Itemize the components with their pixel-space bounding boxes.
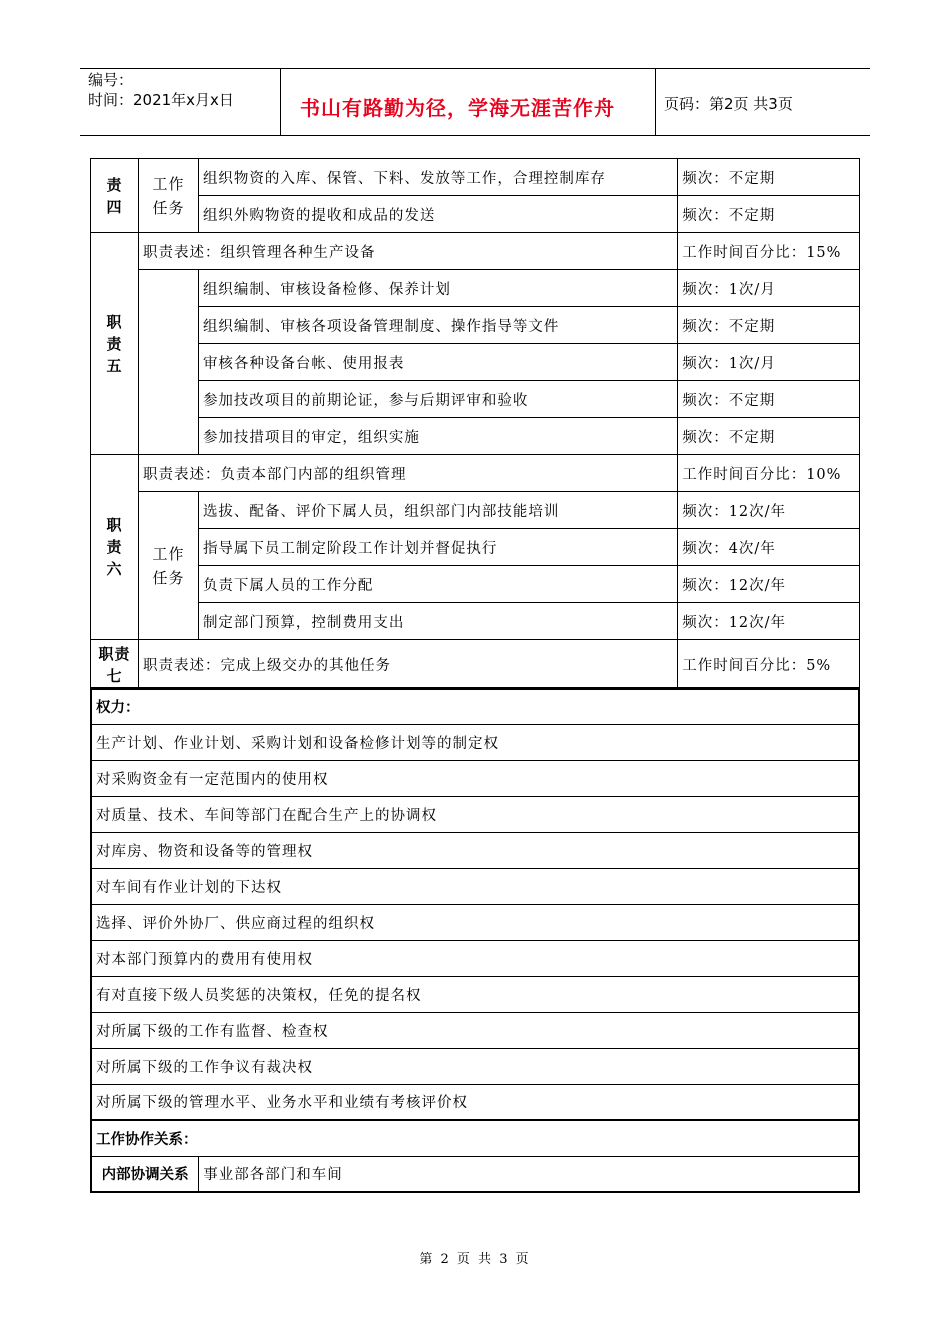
duty7-label: 职责七: [91, 640, 139, 690]
duty4-label: 责四: [91, 159, 139, 233]
duty4-task: 组织物资的入库、保管、下料、发放等工作，合理控制库存: [198, 159, 677, 196]
duty4-row: [91, 196, 860, 233]
internal-coordination-value: 事业部各部门和车间: [199, 1156, 859, 1192]
duty5-task-frequency: 频次：不定期: [678, 418, 860, 455]
duty5-sub-label: [138, 270, 198, 455]
duty6-task: 制定部门预算，控制费用支出: [198, 603, 677, 640]
duty5-time-percent: 工作时间百分比：15%: [678, 233, 860, 270]
duty6-task: 指导属下员工制定阶段工作计划并督促执行: [198, 529, 677, 566]
duty4-task-frequency: 频次：不定期: [678, 196, 860, 233]
duty5-task-frequency: 频次：不定期: [678, 307, 860, 344]
power-item: 对所属下级的工作有监督、检查权: [91, 1012, 859, 1048]
duty6-row: [91, 566, 860, 603]
duty5-label: 职责五: [91, 233, 139, 455]
power-item: 对采购资金有一定范围内的使用权: [91, 760, 859, 796]
duty7-row: [91, 640, 860, 690]
duty6-sub-label: 工作任务: [138, 492, 198, 640]
duty6-row: [91, 492, 860, 529]
duty5-row: [91, 307, 860, 344]
duty6-label: 职责六: [91, 455, 139, 640]
duty4-sub-label: 工作任务: [138, 159, 198, 233]
powers-title: 权力：: [91, 688, 859, 724]
duties-table: [90, 158, 860, 690]
duty6-task: 选拔、配备、评价下属人员，组织部门内部技能培训: [198, 492, 677, 529]
duty6-task-frequency: 频次：12次/年: [678, 566, 860, 603]
duty5-task: 组织编制、审核各项设备管理制度、操作指导等文件: [198, 307, 677, 344]
duty5-task-frequency: 频次：不定期: [678, 381, 860, 418]
internal-coordination-label: 内部协调关系: [91, 1156, 199, 1192]
duty6-desc-row: [91, 455, 860, 492]
duty6-row: [91, 603, 860, 640]
power-item: 对所属下级的工作争议有裁决权: [91, 1048, 859, 1084]
duty5-row: [91, 270, 860, 307]
duty6-description: 职责表述：负责本部门内部的组织管理: [138, 455, 677, 492]
page-number-label: 页码：第2页 共3页: [664, 95, 793, 113]
duty6-time-percent: 工作时间百分比：10%: [678, 455, 860, 492]
header-motto: 书山有路勤为径，学海无涯苦作舟: [300, 96, 615, 120]
power-item: 对车间有作业计划的下达权: [91, 868, 859, 904]
duty5-task: 组织编制、审核设备检修、保养计划: [198, 270, 677, 307]
powers-table: [90, 687, 860, 1193]
document-number-label: 编号：: [88, 71, 134, 89]
duty4-row: [91, 159, 860, 196]
duty5-task: 审核各种设备台帐、使用报表: [198, 344, 677, 381]
duty5-task-frequency: 频次：1次/月: [678, 270, 860, 307]
duty6-task: 负责下属人员的工作分配: [198, 566, 677, 603]
power-item: 对所属下级的管理水平、业务水平和业绩有考核评价权: [91, 1084, 859, 1120]
duty5-task: 参加技改项目的前期论证，参与后期评审和验收: [198, 381, 677, 418]
cooperation-title: 工作协作关系：: [91, 1120, 859, 1156]
page-footer: 第 2 页 共 3 页: [419, 1252, 531, 1267]
duty5-task: 参加技措项目的审定，组织实施: [198, 418, 677, 455]
document-time-label: 时间：2021年x月x日: [88, 91, 234, 109]
power-item: 生产计划、作业计划、采购计划和设备检修计划等的制定权: [91, 724, 859, 760]
duty6-task-frequency: 频次：12次/年: [678, 603, 860, 640]
duty7-description: 职责表述：完成上级交办的其他任务: [138, 640, 677, 690]
duty6-row: [91, 529, 860, 566]
duty5-row: [91, 418, 860, 455]
duty5-row: [91, 344, 860, 381]
power-item: 对质量、技术、车间等部门在配合生产上的协调权: [91, 796, 859, 832]
duty5-row: [91, 381, 860, 418]
duty6-task-frequency: 频次：12次/年: [678, 492, 860, 529]
power-item: 对本部门预算内的费用有使用权: [91, 940, 859, 976]
duty7-time-percent: 工作时间百分比：5%: [678, 640, 860, 690]
power-item: 选择、评价外协厂、供应商过程的组织权: [91, 904, 859, 940]
duty5-desc-row: [91, 233, 860, 270]
power-item: 对库房、物资和设备等的管理权: [91, 832, 859, 868]
duty4-task: 组织外购物资的提收和成品的发送: [198, 196, 677, 233]
duty4-task-frequency: 频次：不定期: [678, 159, 860, 196]
power-item: 有对直接下级人员奖惩的决策权，任免的提名权: [91, 976, 859, 1012]
duty5-description: 职责表述：组织管理各种生产设备: [138, 233, 677, 270]
duty5-task-frequency: 频次：1次/月: [678, 344, 860, 381]
duty6-task-frequency: 频次：4次/年: [678, 529, 860, 566]
